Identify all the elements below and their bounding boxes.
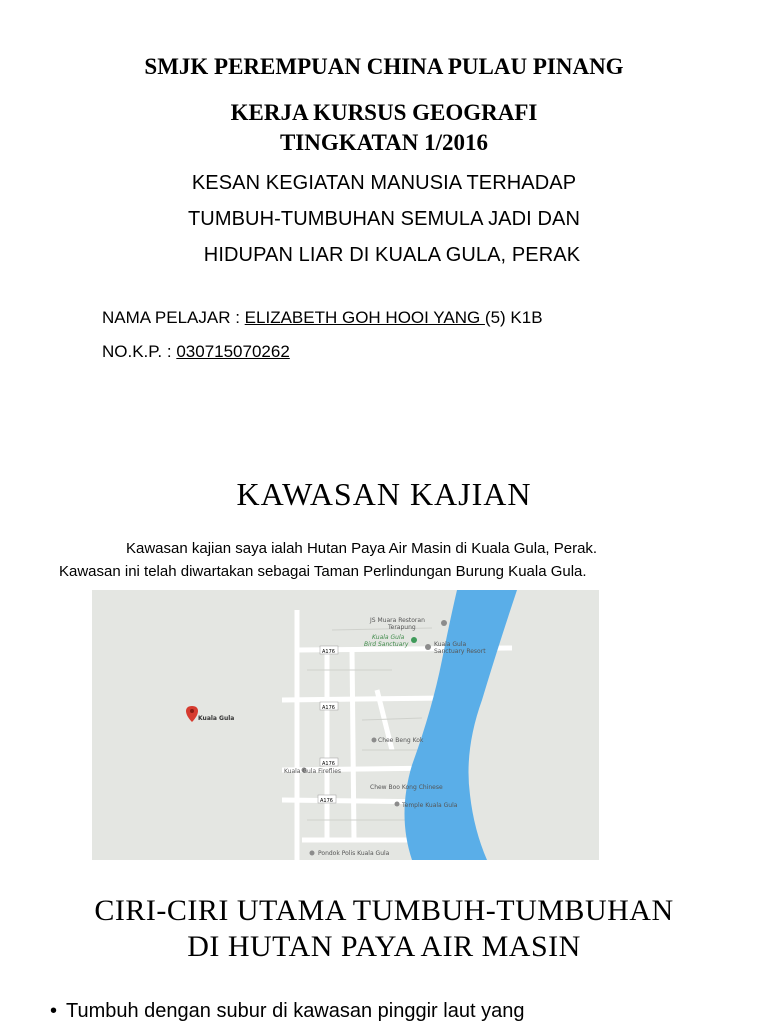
study-area-map [92,590,599,860]
kawasan-description-line-2: Kawasan ini telah diwartakan sebagai Taman Perlindungan Burung Kuala Gula. [59,563,587,580]
bullet-dot-icon: • [50,1000,58,1022]
section-title-kawasan: KAWASAN KAJIAN [236,476,532,512]
road-label-2: A176 [322,705,335,711]
poi-dot-resort [425,644,431,650]
bullet-text: Tumbuh dengan subur di kawasan pinggir laut yang [66,1000,525,1022]
student-name-value: ELIZABETH GOH HOOI YANG [244,308,485,327]
map-label-restaurant-2: Terapung [388,624,416,631]
map-label-town: Kuala Gula [198,715,235,722]
section-title-ciri-line-1: CIRI-CIRI UTAMA TUMBUH-TUMBUHAN [94,894,674,927]
map-label-fireflies: Kuala Gula Fireflies [284,768,342,775]
form-year: TINGKATAN 1/2016 [279,130,489,155]
student-ic-line [102,342,290,362]
topic-line-2: TUMBUH-TUMBUHAN SEMULA JADI DAN [187,208,581,230]
student-name-label: NAMA PELAJAR : [102,308,245,327]
road-label-4: A176 [320,798,333,804]
map-label-resort: Kuala Gula [434,641,467,648]
map-label-resort-2: Sanctuary Resort [434,648,486,655]
poi-dot-temple [395,802,400,807]
topic-line-3: HIDUPAN LIAR DI KUALA GULA, PERAK [203,244,581,266]
map-label-temple-2: Temple Kuala Gula [402,802,458,809]
poi-dot-sanctuary [411,637,417,643]
road-label-1: A176 [322,649,335,655]
school-name: SMJK PEREMPUAN CHINA PULAU PINANG [144,54,624,79]
map-label-sanctuary-2: Bird Sanctuary [364,641,409,648]
road-label-3: A176 [322,761,335,767]
topic-line-1: KESAN KEGIATAN MANUSIA TERHADAP [191,172,577,194]
poi-dot-chee [372,738,377,743]
map-graphic [92,590,599,860]
student-name-suffix: (5) K1B [484,308,543,327]
map-label-restaurant: JS Muara Restoran [370,617,425,624]
section-title-ciri-line-2: DI HUTAN PAYA AIR MASIN [187,930,581,963]
student-ic-label: NO.K.P. : [102,342,177,361]
student-name-line [102,308,543,328]
bullet-item [50,1000,524,1023]
poi-dot-restaurant [441,620,447,626]
poi-dot-police [310,851,315,856]
kawasan-description-line-1: Kawasan kajian saya ialah Hutan Paya Air Masin di Kuala Gula, Perak. [126,540,598,557]
map-label-chee: Chee Beng Kok [378,737,424,744]
student-ic-value: 030715070262 [176,342,290,361]
map-label-police: Pondok Polis Kuala Gula [318,850,390,857]
map-label-sanctuary: Kuala Gula [372,634,405,641]
course-title: KERJA KURSUS GEOGRAFI [230,100,538,125]
map-label-temple: Chew Boo Kong Chinese [370,784,443,791]
